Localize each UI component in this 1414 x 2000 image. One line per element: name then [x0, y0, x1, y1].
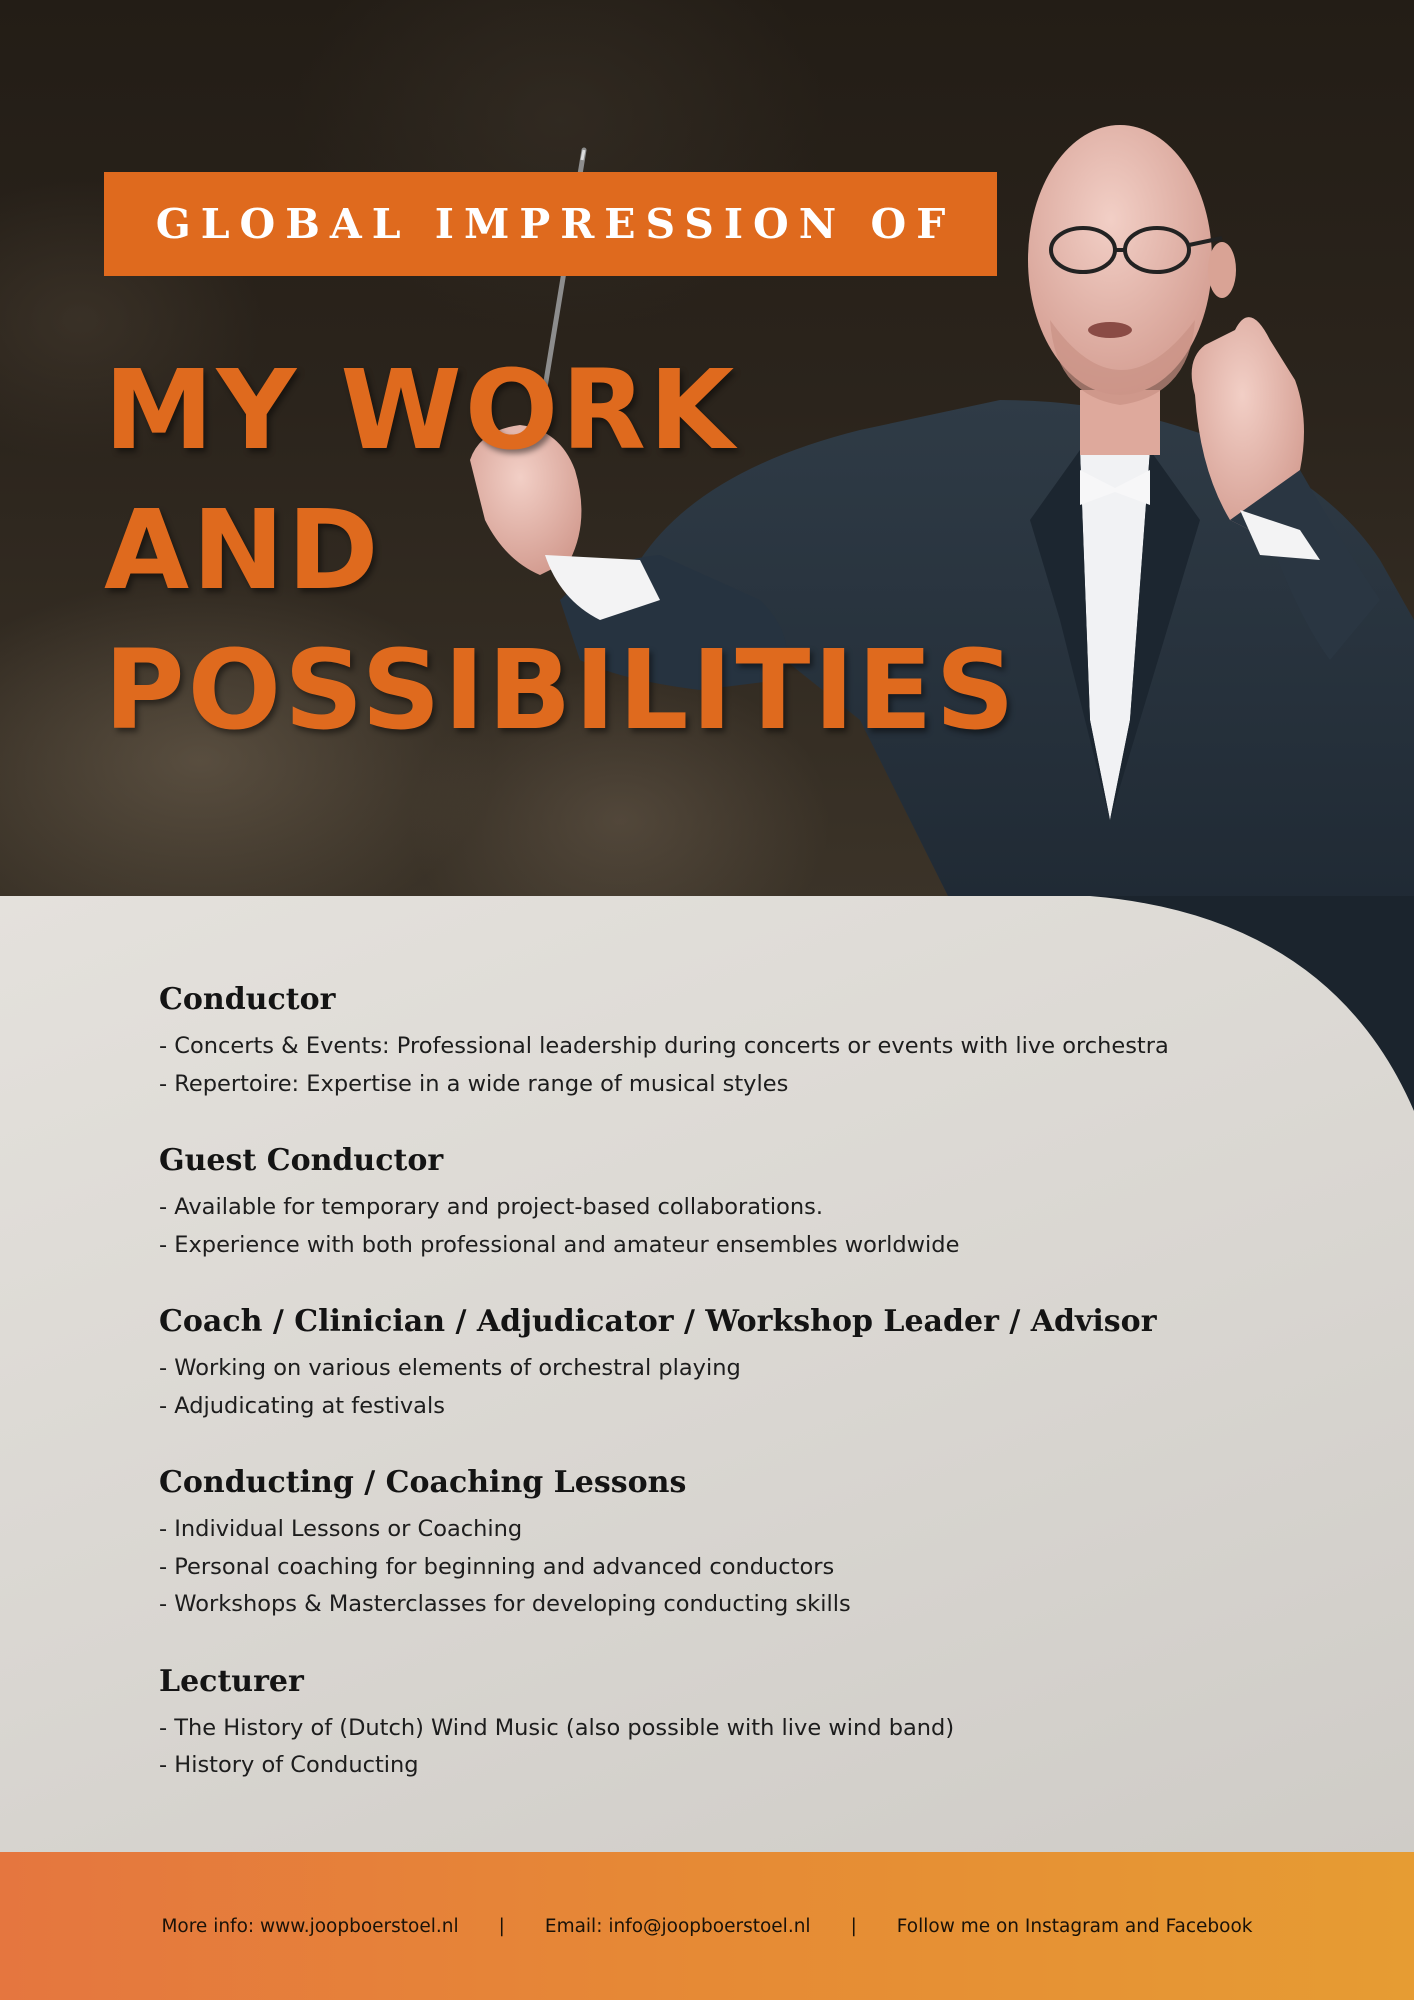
section-lecturer: [159, 1662, 1309, 1785]
footer-website[interactable]: More info: www.joopboerstoel.nl: [161, 1915, 459, 1937]
section-title: Lecturer: [159, 1663, 304, 1699]
section-title: Conductor: [159, 982, 336, 1017]
footer-separator: |: [850, 1915, 857, 1937]
section-lessons: [159, 1463, 1309, 1624]
section-line: - Individual Lessons or Coaching: [159, 1516, 523, 1542]
section-title: Coach / Clinician / Adjudicator / Workshop Leader / Advisor: [159, 1304, 1157, 1339]
headline-line-3: POSSIBILITIES: [104, 626, 1018, 754]
headline-line-2: AND: [104, 486, 382, 614]
section-title: Conducting / Coaching Lessons: [159, 1465, 687, 1500]
footer-email[interactable]: Email: info@joopboerstoel.nl: [544, 1915, 811, 1937]
section-coach: [159, 1302, 1309, 1425]
section-line: - Working on various elements of orchestral playing: [159, 1355, 741, 1381]
section-line: - Personal coaching for beginning and advanced conductors: [159, 1553, 835, 1580]
hero-banner: [0, 0, 1414, 900]
section-line: - History of Conducting: [159, 1752, 419, 1778]
footer-contact-row: [0, 1852, 1414, 2000]
footer-social: Follow me on Instagram and Facebook: [896, 1915, 1253, 1937]
section-guest-conductor: [159, 1141, 1309, 1264]
kicker-banner: [104, 172, 997, 276]
kicker-text: GLOBAL IMPRESSION OF: [155, 200, 956, 248]
section-line: - Adjudicating at festivals: [159, 1392, 445, 1419]
section-line: - Workshops & Masterclasses for developing conducting skills: [159, 1591, 851, 1617]
footer-separator: |: [498, 1915, 505, 1937]
section-line: - Repertoire: Expertise in a wide range of musical styles: [159, 1070, 789, 1097]
services-list: [159, 980, 1309, 1823]
section-line: - Concerts & Events: Professional leadership during concerts or events with live orchestra: [159, 1033, 1169, 1059]
headline-line-1: MY WORK: [104, 346, 738, 474]
section-line: - Available for temporary and project-based collaborations.: [159, 1194, 823, 1220]
footer: [0, 1852, 1414, 2000]
section-conductor: [159, 980, 1309, 1103]
section-line: - Experience with both professional and amateur ensembles worldwide: [159, 1231, 960, 1258]
section-title: Guest Conductor: [159, 1143, 444, 1178]
page-title: [104, 340, 1018, 760]
section-line: - The History of (Dutch) Wind Music (also possible with live wind band): [159, 1714, 955, 1741]
